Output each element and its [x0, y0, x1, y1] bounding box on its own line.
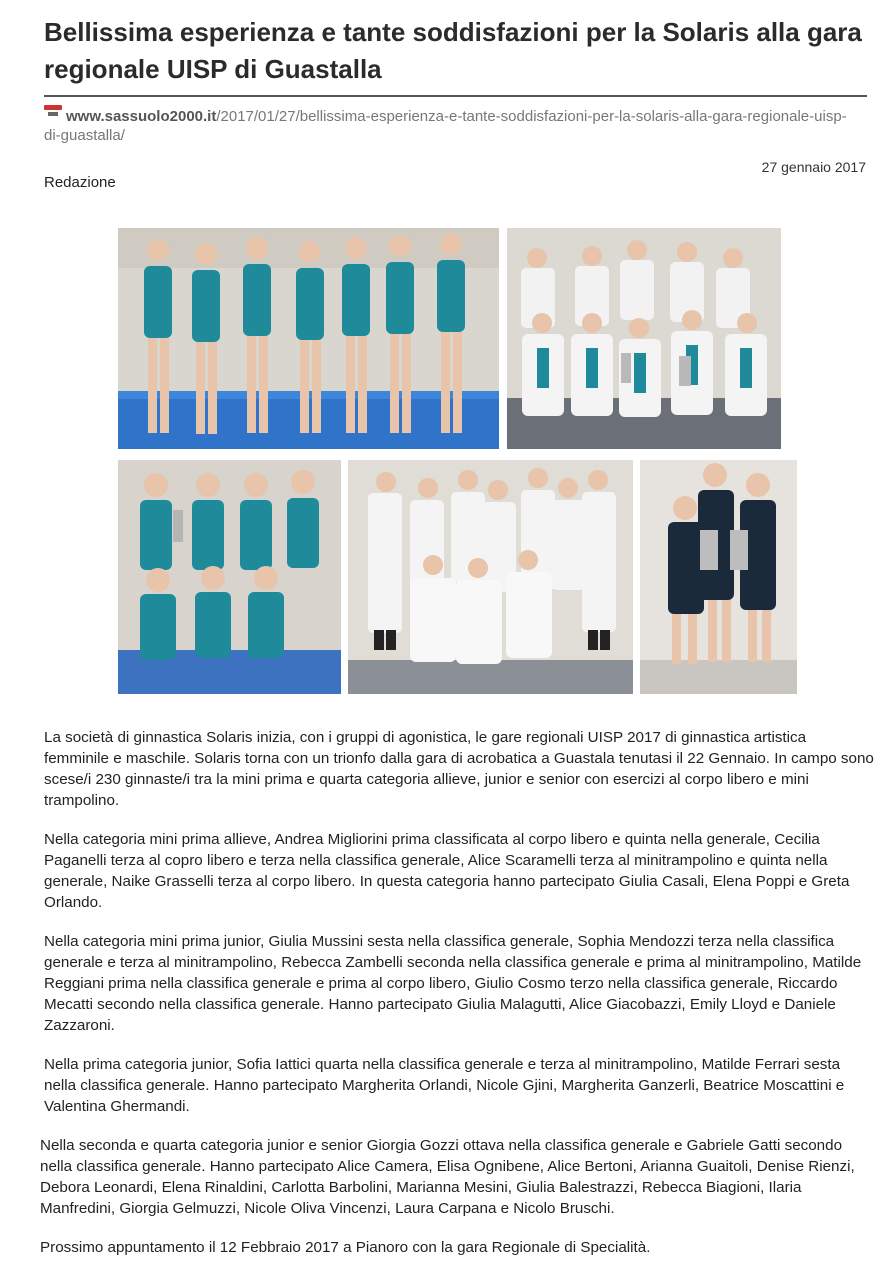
paragraph: Nella prima categoria junior, Sofia Iattici quarta nella classifica generale e terza al minitrampolino, Matilde Ferrari sesta nella classifica generale. Hanno partecipato Margherita Orlandi, Nicole Gjini, Margherita Ganzerli, Beatrice Moscattini e Valentina Ghermandi. — [44, 1056, 845, 1115]
article-title: Bellissima esperienza e tante soddisfazioni per la Solaris alla gara regionale UISP di Guastalla — [44, 17, 862, 84]
source-path[interactable]: /2017/01/27/bellissima-esperienza-e-tante-soddisfazioni-per-la-solaris-alla-gara-regionale-uisp-di-guastalla/ — [44, 108, 847, 144]
paragraph: Nella categoria mini prima junior, Giulia Mussini sesta nella classifica generale, Sophia Mendozzi terza nella classifica generale e terza al minitrampolino, Rebecca Zambelli seconda nella classifica generale e prima al minitrampolino, Matilde Reggiani prima nella classifica generale e prima al corpo libero, Giulio Cosmo terzo nella classifica generale, Riccardo Mecatti secondo nella classifica generale. Hanno partecipato Giulia Malagutti, Alice Giacobazzi, Emily Lloyd e Daniele Zazzaroni. — [44, 933, 862, 1034]
author: Redazione — [44, 174, 116, 191]
source-url[interactable] — [44, 107, 854, 145]
photo-team-jackets-trophies — [507, 228, 781, 449]
paragraph: Nella categoria mini prima allieve, Andrea Migliorini prima classificata al corpo libero e quinta nella generale, Cecilia Paganelli terza al copro libero e terza nella classifica generale, Alice Scaramelli terza al minitrampolino e quinta nella generale, Naike Grasselli terza al corpo libero. In questa categoria hanno partecipato Giulia Casali, Elena Poppi e Greta Orlando. — [44, 831, 850, 911]
paragraph: La società di ginnastica Solaris inizia, con i gruppi di agonistica, le gare regionali UISP 2017 di ginnastica artistica femminile e maschile. Solaris torna con un trionfo dalla gara di acrobatica a Guastala tenutasi il 22 Gennaio. In campo sono scese/i 230 ginnaste/i tra la mini prima e quarta categoria allieve, junior e senior con esercizi al corpo libero e mini trampolino. — [44, 729, 874, 809]
photo-team-leotards — [118, 228, 499, 449]
site-favicon-icon — [44, 105, 62, 117]
publish-date: 27 gennaio 2017 — [761, 159, 866, 175]
title-divider — [44, 95, 867, 97]
paragraph: Prossimo appuntamento il 12 Febbraio 2017 a Pianoro con la gara Regionale di Specialità. — [40, 1239, 651, 1256]
source-domain[interactable]: www.sassuolo2000.it — [66, 108, 217, 125]
photo-boys-trophies — [640, 460, 797, 694]
photo-large-group-jackets — [348, 460, 633, 694]
photo-young-girls-medals — [118, 460, 341, 694]
article-body — [40, 727, 874, 1276]
paragraph: Nella seconda e quarta categoria junior e senior Giorgia Gozzi ottava nella classifica generale e Gabriele Gatti secondo nella classifica generale. Hanno partecipato Alice Camera, Elisa Ognibene, Alice Bertoni, Arianna Guaitoli, Denise Rienzi, Debora Leonardi, Elena Rinaldini, Carlotta Barbolini, Marianna Mesini, Giulia Balestrazzi, Rebecca Biagioni, Ilaria Manfredini, Giorgia Gelmuzzi, Nicole Oliva Vincenzi, Laura Carpana e Nicolo Bruschi. — [40, 1137, 855, 1217]
